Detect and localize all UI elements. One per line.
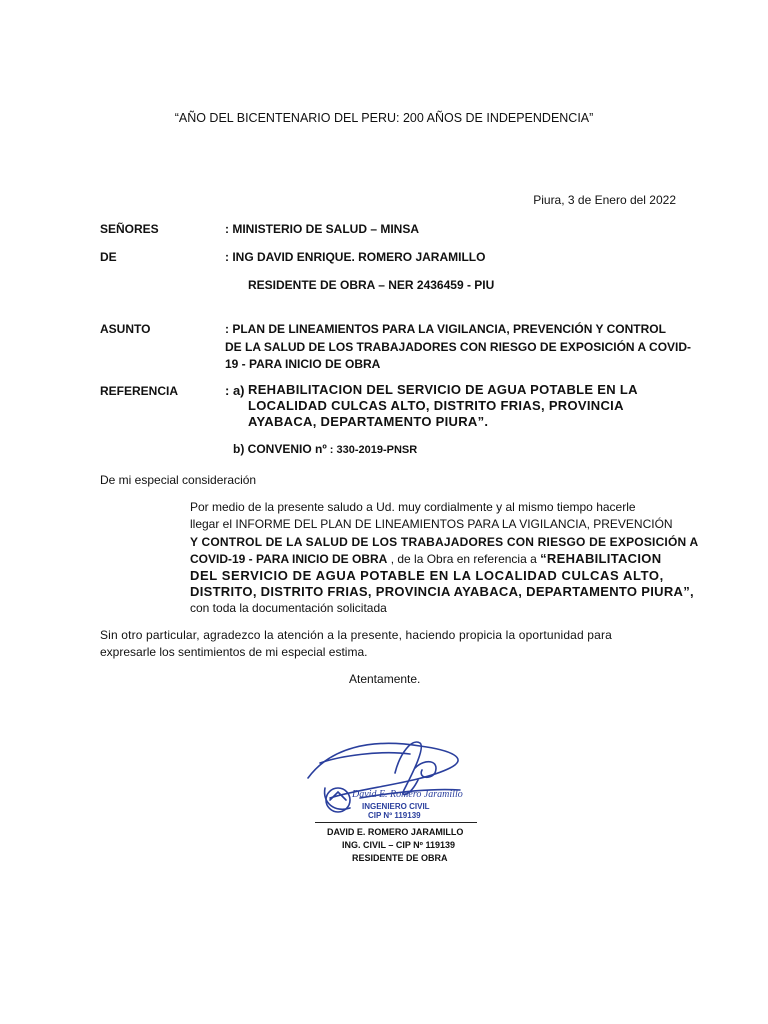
signer-cip: ING. CIVIL – CIP Nº 119139 xyxy=(342,840,456,850)
referencia-b-value: : 330-2019-PNSR xyxy=(326,444,418,456)
document-motto: “AÑO DEL BICENTENARIO DEL PERU: 200 AÑOS DE INDEPENDENCIA” xyxy=(174,111,594,125)
para1-line-4 xyxy=(190,551,661,567)
stamp-cip: CIP Nº 119139 xyxy=(368,811,421,820)
referencia-b xyxy=(233,441,417,458)
signer-name: DAVID E. ROMERO JARAMILLO xyxy=(327,827,464,837)
para1-line-1: Por medio de la presente saludo a Ud. muy cordialmente y al mismo tiempo hacerle xyxy=(190,500,636,514)
para1-line-3: Y CONTROL DE LA SALUD DE LOS TRABAJADORES CON RIESGO DE EXPOSICIÓN A xyxy=(190,535,699,549)
referencia-a-line-2: LOCALIDAD CULCAS ALTO, DISTRITO FRIAS, PROVINCIA xyxy=(248,398,624,413)
signer-role: RESIDENTE DE OBRA xyxy=(352,853,448,863)
place-date: Piura, 3 de Enero del 2022 xyxy=(533,193,676,207)
referencia-label: REFERENCIA xyxy=(100,384,179,398)
asunto-line-3: 19 - PARA INICIO DE OBRA xyxy=(225,357,381,371)
referencia-a-prefix: : a) xyxy=(225,383,245,398)
senores-label: SEÑORES xyxy=(100,222,159,236)
stamp-title: INGENIERO CIVIL xyxy=(362,802,430,811)
referencia-b-prefix: b) CONVENIO nº xyxy=(233,442,327,456)
asunto-line-1: : PLAN DE LINEAMIENTOS PARA LA VIGILANCIA, PREVENCIÓN Y CONTROL xyxy=(225,322,666,336)
de-label: DE xyxy=(100,250,117,264)
senores-value: : MINISTERIO DE SALUD – MINSA xyxy=(225,222,420,236)
closing: Atentamente. xyxy=(349,672,421,686)
para1-line-4a: COVID-19 - PARA INICIO DE OBRA xyxy=(190,552,388,566)
asunto-line-2: DE LA SALUD DE LOS TRABAJADORES CON RIESGO DE EXPOSICIÓN A COVID- xyxy=(225,340,692,354)
para1-line-4c: “REHABILITACION xyxy=(540,551,662,566)
signature-line xyxy=(315,822,477,823)
para2-line-2: expresarle los sentimientos de mi especial estima. xyxy=(100,645,368,659)
para1-line-4b: , de la Obra en referencia a xyxy=(387,552,541,566)
para1-line-7: con toda la documentación solicitada xyxy=(190,601,387,615)
para1-line-6: DISTRITO, DISTRITO FRIAS, PROVINCIA AYABACA, DEPARTAMENTO PIURA”, xyxy=(190,584,694,599)
asunto-label: ASUNTO xyxy=(100,322,151,336)
para1-line-5: DEL SERVICIO DE AGUA POTABLE EN LA LOCALIDAD CULCAS ALTO, xyxy=(190,568,664,583)
para2-line-1: Sin otro particular, agradezco la atención a la presente, haciendo propicia la oportunidad para xyxy=(100,628,612,642)
de-value: : ING DAVID ENRIQUE. ROMERO JARAMILLO xyxy=(225,250,486,264)
stamp-name: David E. Romero Jaramillo xyxy=(352,789,463,800)
referencia-a-line-3: AYABACA, DEPARTAMENTO PIURA”. xyxy=(248,414,489,429)
greeting: De mi especial consideración xyxy=(100,473,257,487)
de-value-2: RESIDENTE DE OBRA – NER 2436459 - PIU xyxy=(248,278,495,292)
referencia-a-line-1: REHABILITACION DEL SERVICIO DE AGUA POTABLE EN LA xyxy=(248,382,638,397)
para1-line-2: llegar el INFORME DEL PLAN DE LINEAMIENTOS PARA LA VIGILANCIA, PREVENCIÓN xyxy=(190,517,673,531)
